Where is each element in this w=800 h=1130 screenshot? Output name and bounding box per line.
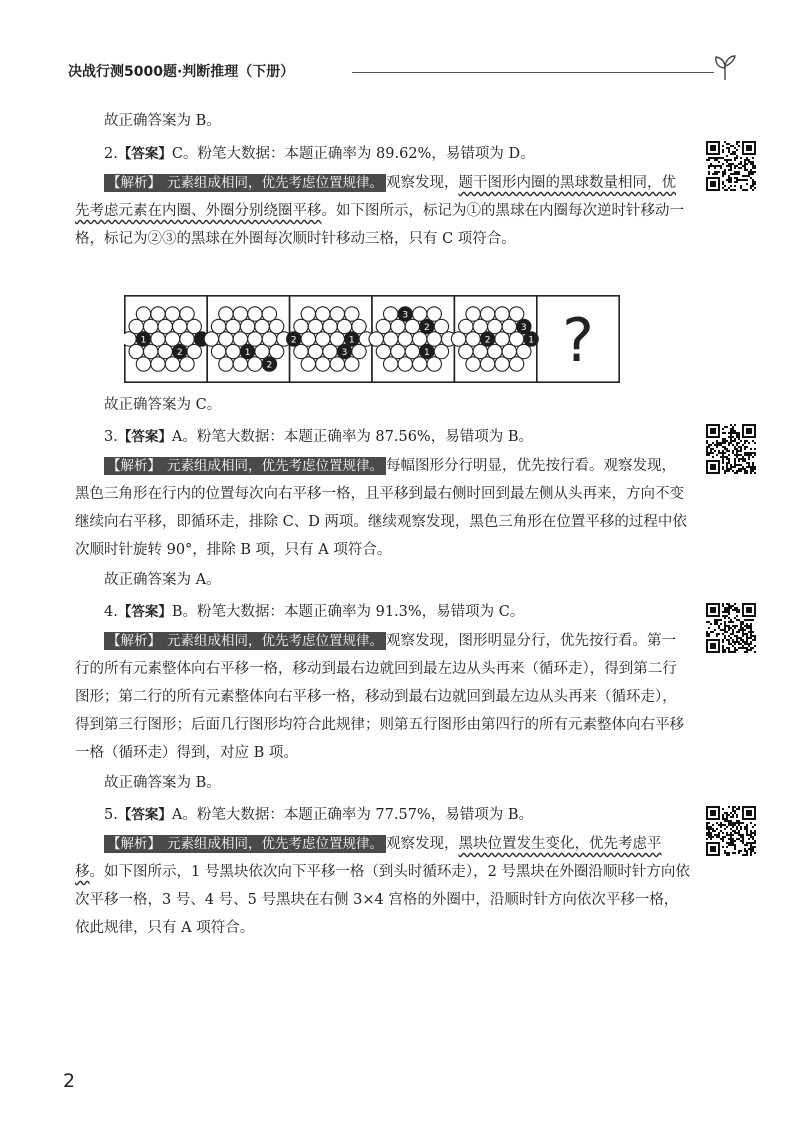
ball bbox=[144, 319, 158, 333]
ball bbox=[226, 319, 240, 333]
analysis-tag: 【解析】 bbox=[104, 457, 164, 475]
ball bbox=[136, 307, 150, 321]
ball-marker: 3 bbox=[520, 323, 527, 333]
highlight: 元素组成相同，优先考虑位置规律。 bbox=[164, 174, 386, 192]
ball bbox=[308, 344, 322, 358]
ball bbox=[269, 319, 283, 333]
ball bbox=[330, 307, 344, 321]
ball bbox=[451, 332, 465, 346]
underlined-text: 黑块位置发生变化，优先考虑平移 bbox=[75, 836, 662, 880]
ball bbox=[488, 344, 502, 358]
ball bbox=[136, 357, 150, 371]
ball bbox=[151, 307, 165, 321]
ball bbox=[219, 357, 233, 371]
ball bbox=[316, 332, 330, 346]
ball bbox=[345, 307, 359, 321]
ball bbox=[151, 332, 165, 346]
ball bbox=[502, 344, 516, 358]
ball bbox=[144, 344, 158, 358]
ball bbox=[405, 344, 419, 358]
ball bbox=[262, 332, 276, 346]
ball-marker: 2 bbox=[484, 335, 491, 346]
book-title: 决战行测5000题·判断推理（下册） bbox=[68, 64, 295, 80]
ball-marker: 3 bbox=[402, 310, 409, 321]
ball-marker: 1 bbox=[348, 335, 355, 346]
ball bbox=[204, 332, 218, 346]
ball bbox=[187, 344, 201, 358]
answer-q2: 2.【答案】C。粉笔大数据：本题正确率为 89.62%，易错项为 D。 bbox=[104, 146, 535, 162]
ball bbox=[187, 319, 201, 333]
ball bbox=[376, 319, 390, 333]
ball bbox=[316, 357, 330, 371]
ball-marker: 2 bbox=[266, 360, 273, 371]
ball bbox=[158, 319, 172, 333]
ball-marker: 1 bbox=[424, 348, 430, 358]
ball-marker: 2 bbox=[290, 335, 297, 346]
qr-code[interactable] bbox=[706, 603, 756, 653]
ball bbox=[352, 344, 366, 358]
ball bbox=[495, 357, 509, 371]
answer-q3: 3.【答案】A。粉笔大数据：本题正确率为 87.56%，易错项为 B。 bbox=[104, 429, 533, 445]
ball bbox=[398, 332, 412, 346]
analysis-tag: 【解析】 bbox=[104, 632, 164, 650]
ball bbox=[337, 319, 351, 333]
header-rule bbox=[352, 72, 714, 73]
sprout-icon bbox=[710, 52, 740, 82]
conclusion-q4: 故正确答案为 B。 bbox=[104, 775, 221, 791]
ball bbox=[391, 344, 405, 358]
ball bbox=[495, 307, 509, 321]
running-header bbox=[50, 62, 740, 90]
ball bbox=[129, 344, 143, 358]
ball bbox=[488, 319, 502, 333]
ball bbox=[473, 319, 487, 333]
ball bbox=[255, 319, 269, 333]
ball bbox=[240, 319, 254, 333]
ball bbox=[473, 344, 487, 358]
ball bbox=[165, 357, 179, 371]
ball bbox=[255, 344, 269, 358]
ball bbox=[384, 332, 398, 346]
ball bbox=[466, 357, 480, 371]
ball bbox=[248, 307, 262, 321]
ball bbox=[330, 332, 344, 346]
qr-code[interactable] bbox=[706, 141, 756, 191]
ball bbox=[369, 332, 383, 346]
ball bbox=[509, 307, 523, 321]
ball bbox=[211, 319, 225, 333]
ball bbox=[517, 344, 531, 358]
conclusion-q2: 故正确答案为 C。 bbox=[104, 397, 222, 413]
answer-q5: 5.【答案】A。粉笔大数据：本题正确率为 77.57%，易错项为 B。 bbox=[104, 807, 533, 823]
ball bbox=[495, 332, 509, 346]
ball bbox=[391, 319, 405, 333]
ball bbox=[345, 357, 359, 371]
ball bbox=[376, 344, 390, 358]
ball bbox=[427, 332, 441, 346]
ball bbox=[316, 307, 330, 321]
ball bbox=[323, 319, 337, 333]
ball bbox=[294, 319, 308, 333]
ball bbox=[233, 332, 247, 346]
ball bbox=[434, 344, 448, 358]
analysis-q5: 【解析】 元素组成相同，优先考虑位置规律。 观察发现，黑块位置发生变化，优先考虑平移。如下图所示，1 号黑块依次向下平移一格（到头时循环走），2 号黑块在外圈沿顺时针方向依次平移一格，3 号、4 号、5 号黑块在右侧 3×4 宫格的外圈中，沿顺时针方向依次平移一格，依此规律，只有 A 项符合。 bbox=[75, 836, 690, 936]
ball-marker: 2 bbox=[424, 323, 430, 333]
analysis-q3: 【解析】 元素组成相同，优先考虑位置规律。 每幅图形分行明显，优先按行看。观察发现，黑色三角形在行内的位置每次向右平移一格，且平移到最右侧时回到最左侧从头再来，方向不变继续向右平移，即循环走，排除 C、D 两项。继续观察发现，黑色三角形在位置平移的过程中依次顺时针旋转 90°，排除 B 项，只有 A 项符合。 bbox=[75, 458, 687, 558]
ball bbox=[301, 357, 315, 371]
ball bbox=[248, 357, 262, 371]
ball bbox=[459, 319, 473, 333]
underlined-text: 题干图形内圈的黑球数量相同，优先考虑元素在内圈、外圈分别绕圈平移 bbox=[75, 175, 676, 219]
ball-marker: 1 bbox=[244, 348, 251, 358]
ball bbox=[129, 319, 143, 333]
ball bbox=[308, 319, 322, 333]
ball bbox=[330, 357, 344, 371]
ball bbox=[226, 344, 240, 358]
answer-q4: 4.【答案】B。粉笔大数据：本题正确率为 91.3%，易错项为 C。 bbox=[104, 604, 525, 620]
ball bbox=[509, 357, 523, 371]
ball bbox=[413, 357, 427, 371]
ball bbox=[180, 307, 194, 321]
ball bbox=[180, 357, 194, 371]
ball bbox=[434, 319, 448, 333]
ball bbox=[352, 319, 366, 333]
ball bbox=[427, 357, 441, 371]
highlight: 元素组成相同，优先考虑位置规律。 bbox=[164, 457, 386, 475]
ball bbox=[466, 332, 480, 346]
ball bbox=[269, 344, 283, 358]
ball bbox=[413, 332, 427, 346]
ball bbox=[219, 307, 233, 321]
ball bbox=[165, 332, 179, 346]
ball bbox=[480, 357, 494, 371]
q2-figure bbox=[124, 295, 620, 383]
ball bbox=[262, 307, 276, 321]
ball bbox=[405, 319, 419, 333]
ball bbox=[158, 344, 172, 358]
qr-code[interactable] bbox=[706, 424, 756, 474]
ball bbox=[427, 307, 441, 321]
ball-marker: 3 bbox=[341, 348, 348, 358]
ball-marker: 3 bbox=[295, 360, 302, 371]
ball bbox=[233, 357, 247, 371]
analysis-tag: 【解析】 bbox=[104, 835, 164, 853]
ball-marker: 1 bbox=[528, 335, 534, 346]
ball bbox=[151, 357, 165, 371]
ball bbox=[509, 332, 523, 346]
highlight: 元素组成相同，优先考虑位置规律。 bbox=[164, 835, 386, 853]
ball-marker: 2 bbox=[176, 348, 183, 358]
analysis-tag: 【解析】 bbox=[104, 174, 164, 192]
ball bbox=[248, 332, 262, 346]
ball bbox=[384, 357, 398, 371]
ball bbox=[211, 344, 225, 358]
ball bbox=[294, 344, 308, 358]
conclusion-q3: 故正确答案为 A。 bbox=[104, 572, 221, 588]
ball bbox=[480, 307, 494, 321]
ball bbox=[459, 344, 473, 358]
ball bbox=[173, 319, 187, 333]
ball bbox=[323, 344, 337, 358]
ball bbox=[180, 332, 194, 346]
ball bbox=[301, 332, 315, 346]
ball bbox=[413, 307, 427, 321]
page-number: 2 bbox=[63, 1070, 76, 1092]
analysis-q4: 【解析】 元素组成相同，优先考虑位置规律。 观察发现，图形明显分行，优先按行看。第一行的所有元素整体向右平移一格，移动到最右边就回到最左边从头再来（循环走），得到第二行图形；第二行的所有元素整体向右平移一格，移动到最右边就回到最左边从头再来（循环走），得到第三行图形；后面几行图形均符合此规律；则第五行图形由第四行的所有元素整体向右平移一格（循环走）得到，对应 B 项。 bbox=[75, 633, 684, 761]
ball-marker: 1 bbox=[140, 335, 147, 346]
ball bbox=[502, 319, 516, 333]
qr-code[interactable] bbox=[706, 806, 756, 856]
question-mark: ? bbox=[562, 306, 594, 376]
highlight: 元素组成相同，优先考虑位置规律。 bbox=[164, 632, 386, 650]
ball bbox=[233, 307, 247, 321]
ball bbox=[398, 357, 412, 371]
ball bbox=[301, 307, 315, 321]
analysis-q2: 【解析】 元素组成相同，优先考虑位置规律。 观察发现，题干图形内圈的黑球数量相同，优先考虑元素在内圈、外圈分别绕圈平移。如下图所示，标记为①的黑球在内圈每次逆时针移动一格，标记为②③的黑球在外圈每次顺时针移动三格，只有 C 项符合。 bbox=[75, 175, 684, 247]
ball bbox=[165, 307, 179, 321]
ball bbox=[219, 332, 233, 346]
ball bbox=[384, 307, 398, 321]
ball bbox=[466, 307, 480, 321]
conclusion-q1: 故正确答案为 B。 bbox=[104, 113, 221, 129]
